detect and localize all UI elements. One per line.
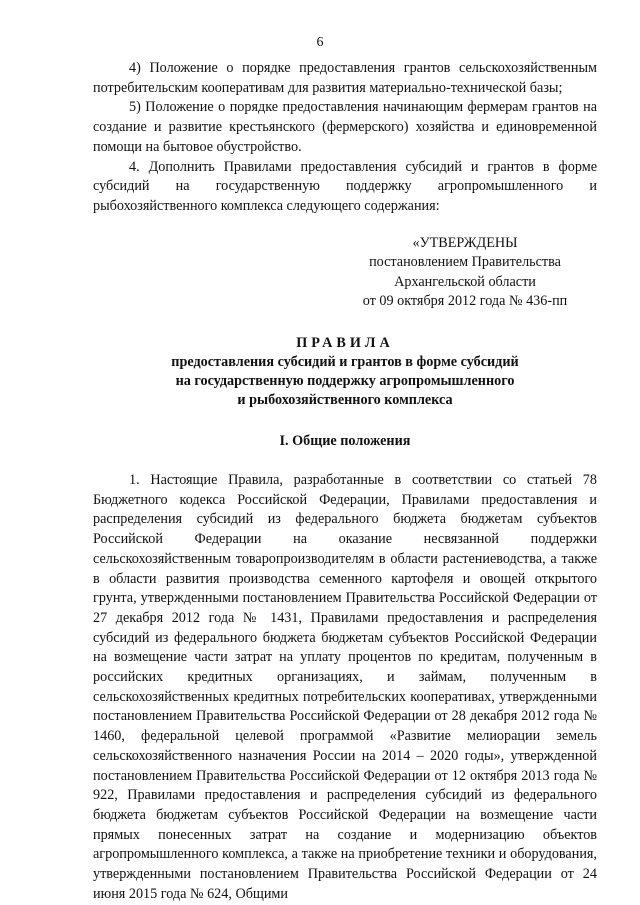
title-line: и рыбохозяйственного комплекса	[237, 392, 453, 409]
title-line: предоставления субсидий и грантов в форме субсидий	[171, 354, 519, 371]
paragraph-item-4-grants-cooperatives: 4) Положение о порядке предоставления грантов сельскохозяйственным потребительским кооперативам для развития материально-технической базы;	[93, 60, 597, 96]
approval-line: постановлением Правительства	[369, 254, 561, 271]
approval-line: «УТВЕРЖДЕНЫ	[412, 234, 518, 251]
paragraph-point-4-supplement: 4. Дополнить Правилами предоставления субсидий и грантов в форме субсидий на государственную поддержку агропромышленного и рыбохозяйственного комплекса следующего содержания:	[93, 158, 597, 214]
section-heading: I. Общие положения	[279, 433, 411, 450]
paragraph-1-general: 1. Настоящие Правила, разработанные в соответствии со статьей 78 Бюджетного кодекса Российской Федерации, Правилами предоставления и распределения субсидий из федерального бюджета бюджетам субъектов Российской Федерации на оказание несвязанной поддержки сельскохозяйственным товаропроизводителям в области растениеводства, а также в области развития производства семенного картофеля и овощей открытого грунта, утвержденными постановлением Правительства Российской Федерации от 27 декабря 2012 года № 1431, Правилами предоставления и распределения субсидий из федерального бюджета бюджетам субъектов Российской Федерации на возмещение части затрат на уплату процентов по кредитам, полученным в российских кредитных организациях, и займам, полученным в сельскохозяйственных кредитных потребительских кооперативах, утвержденными постановлением Правительства Российской Федерации от 28 декабря 2012 года № 1460, федеральной целевой программой «Развитие мелиорации земель сельскохозяйственного назначения России на 2014 – 2020 годы», утвержденной постановлением Правительства Российской Федерации от 12 октября 2013 года № 922, Правилами предоставления и распределения субсидий из федерального бюджета бюджетам субъектов Российской Федерации на возмещение части прямых понесенных затрат на создание и модернизацию объектов агропромышленного комплекса, а также на приобретение техники и оборудования, утвержденными постановлением Правительства Российской Федерации от 24 июня 2015 года № 624, Общими	[93, 472, 597, 902]
page-number: 6	[316, 35, 324, 50]
title-line: на государственную поддержку агропромышленного	[175, 373, 515, 390]
title-main: ПРАВИЛА	[296, 334, 394, 351]
approval-line: от 09 октября 2012 года № 436-пп	[362, 293, 568, 310]
approval-line: Архангельской области	[394, 273, 536, 290]
document-title	[93, 334, 597, 411]
document-body	[93, 59, 597, 905]
approval-stamp	[333, 234, 597, 312]
paragraph-item-5-grants-farmers: 5) Положение о порядке предоставления начинающим фермерам грантов на создание и развитие крестьянского (фермерского) хозяйства и единовременной помощи на бытовое обустройство.	[93, 99, 597, 155]
